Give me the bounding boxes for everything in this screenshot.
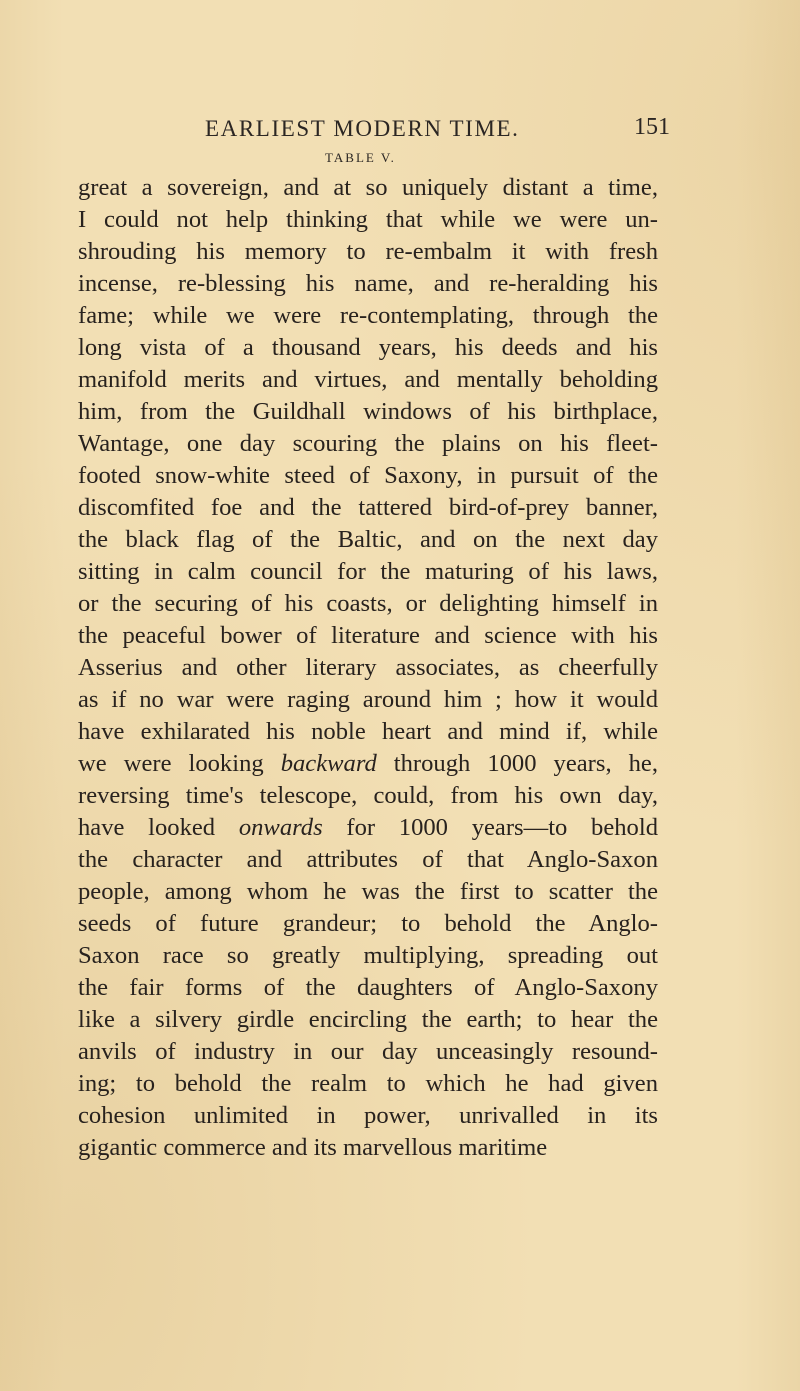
text-line: ing; to behold the realm to which he had given [78, 1070, 658, 1097]
text-line: Wantage, one day scouring the plains on his fleet- [78, 430, 658, 457]
text-line: Asserius and other literary associates, as cheerfully [78, 654, 658, 681]
text-line: long vista of a thousand years, his deeds and his [78, 334, 658, 361]
text-line: gigantic commerce and its marvellous maritime [78, 1134, 548, 1161]
text-line: sitting in calm council for the maturing of his laws, [78, 558, 658, 585]
italic-emphasis: backward [280, 750, 377, 777]
text-line: shrouding his memory to re-embalm it with fresh [78, 238, 658, 265]
text-line: anvils of industry in our day unceasingly resound- [78, 1038, 658, 1065]
text-line: I could not help thinking that while we were un- [78, 206, 658, 233]
text-segment: have looked [78, 814, 239, 841]
text-line: cohesion unlimited in power, unrivalled in its [78, 1102, 658, 1129]
text-line: incense, re-blessing his name, and re-heralding his [78, 270, 658, 297]
text-line [78, 812, 658, 844]
text-segment: we were looking [78, 750, 281, 777]
text-line: manifold merits and virtues, and mentally beholding [78, 366, 658, 393]
text-line: Saxon race so greatly multiplying, spreading out [78, 942, 658, 969]
text-line: the character and attributes of that Anglo-Saxon [78, 846, 658, 873]
text-line: the fair forms of the daughters of Anglo-Saxony [78, 974, 658, 1001]
text-line: as if no war were raging around him ; how it would [78, 686, 658, 713]
section-label: TABLE V. [325, 150, 396, 165]
text-line: like a silvery girdle encircling the earth; to hear the [78, 1006, 658, 1033]
running-head: EARLIEST MODERN TIME. [205, 116, 520, 141]
body-paragraph [78, 172, 658, 1164]
text-segment: for 1000 years—to behold [322, 814, 658, 841]
text-line: him, from the Guildhall windows of his birthplace, [78, 398, 658, 425]
text-line: reversing time's telescope, could, from his own day, [78, 782, 658, 809]
text-line: discomfited foe and the tattered bird-of-prey banner, [78, 494, 658, 521]
text-line: or the securing of his coasts, or delighting himself in [78, 590, 658, 617]
page-number: 151 [634, 114, 670, 140]
text-line [78, 748, 658, 780]
text-line: have exhilarated his noble heart and mind if, while [78, 718, 658, 745]
italic-emphasis: onwards [238, 814, 323, 841]
text-line: the peaceful bower of literature and science with his [78, 622, 658, 649]
text-line: great a sovereign, and at so uniquely distant a time, [78, 174, 658, 201]
text-line: seeds of future grandeur; to behold the Anglo- [78, 910, 658, 937]
text-line: footed snow-white steed of Saxony, in pursuit of the [78, 462, 658, 489]
text-line: people, among whom he was the first to scatter the [78, 878, 658, 905]
text-line: fame; while we were re-contemplating, through the [78, 302, 658, 329]
text-segment: through 1000 years, he, [376, 750, 658, 777]
text-line: the black flag of the Baltic, and on the next day [78, 526, 658, 553]
